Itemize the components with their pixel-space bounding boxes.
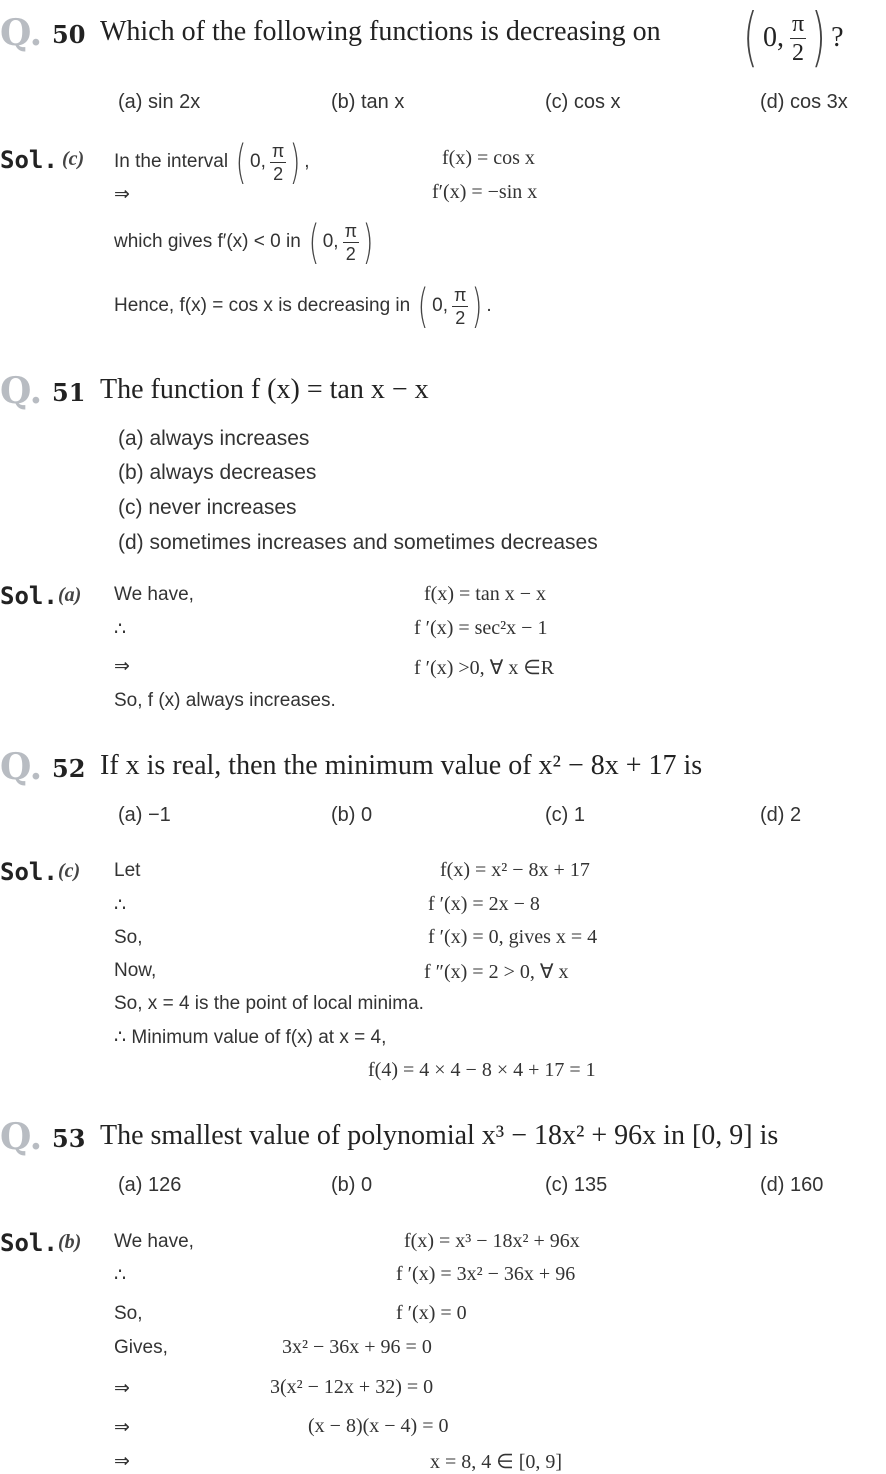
answer-label: (b): [58, 1231, 82, 1253]
therefore-symbol: ∴: [114, 619, 127, 640]
option-d: (d) 160: [760, 1174, 824, 1196]
interval-lead: 0,: [250, 151, 266, 172]
sol-label: Sol.: [0, 858, 58, 886]
equation: f ′(x) = 0: [396, 1302, 467, 1324]
q-marker: Q.: [0, 1116, 43, 1158]
option-a: (a) sin 2x: [118, 91, 201, 113]
option-d: (d) cos 3x: [760, 91, 848, 113]
option-c: (c) cos x: [545, 91, 621, 113]
option-b: (b) always decreases: [118, 461, 317, 484]
implies-symbol: ⇒: [114, 184, 130, 205]
implies-symbol: ⇒: [114, 1378, 130, 1399]
option-a: (a) −1: [118, 804, 171, 826]
option-b: (b) 0: [331, 1174, 373, 1196]
frac-num: π: [271, 140, 285, 161]
question-number: 51: [52, 378, 86, 407]
sol-label: Sol.: [0, 146, 58, 174]
frac-den: 2: [792, 39, 805, 66]
sol-label: Sol.: [0, 1229, 58, 1257]
sol-text: We have,: [114, 584, 194, 605]
sol-text: So,: [114, 927, 143, 948]
question-text: If x is real, then the minimum value of x² − 8x + 17 is: [100, 750, 703, 781]
option-b: (b) 0: [331, 804, 373, 826]
equation: f ′(x) = 0, gives x = 4: [428, 926, 598, 948]
sol-text: Hence, f(x) = cos x is decreasing in: [114, 295, 411, 316]
equation: f′(x) = −sin x: [432, 181, 538, 203]
sol-line: Hence, f(x) = cos x is decreasing in ( 0, $\frac{\pi}{2}$ ) .: [114, 279, 492, 333]
frac-den: 2: [345, 243, 356, 264]
option-d: (d) 2: [760, 804, 802, 826]
option-a: (a) always increases: [118, 427, 310, 450]
frac-num: π: [791, 10, 805, 37]
equation: 3x² − 36x + 96 = 0: [282, 1336, 432, 1358]
option-c: (c) never increases: [118, 496, 297, 519]
equation: f ′(x) = 3x² − 36x + 96: [396, 1263, 576, 1285]
equation: f ′(x) >0, ∀ x ∈R: [414, 657, 555, 679]
option-b: (b) tan x: [331, 91, 405, 113]
therefore-symbol: ∴: [114, 1265, 127, 1286]
equation: f ″(x) = 2 > 0, ∀ x: [424, 961, 569, 983]
question-text: The smallest value of polynomial x³ − 18x² + 96x in [0, 9] is: [100, 1120, 779, 1151]
equation: f(x) = cos x: [442, 147, 535, 169]
sol-text: In the interval: [114, 151, 229, 172]
equation: (x − 8)(x − 4) = 0: [308, 1415, 449, 1437]
interval-lead: 0,: [432, 295, 449, 316]
question-number: 53: [52, 1124, 86, 1153]
answer-label: (a): [58, 584, 82, 606]
implies-symbol: ⇒: [114, 656, 130, 677]
q-marker: Q.: [0, 12, 43, 54]
frac-den: 2: [273, 163, 284, 184]
option-c: (c) 1: [545, 804, 585, 826]
period: .: [486, 295, 492, 316]
answer-label: (c): [62, 148, 85, 170]
frac-num: π: [344, 220, 358, 241]
sol-line: which gives f′(x) < 0 in ( 0, $\frac{\pi}{2}$ ): [114, 215, 374, 269]
interval-lead: 0,: [322, 231, 339, 252]
equation: f(x) = tan x − x: [424, 583, 546, 605]
q-marker: Q.: [0, 370, 43, 412]
sol-text: So, f (x) always increases.: [114, 690, 336, 711]
option-a: (a) 126: [118, 1174, 182, 1196]
sol-line: In the interval ( 0, $\frac{\pi}{2}$ ) ,: [114, 135, 310, 189]
question-mark: ?: [831, 22, 844, 53]
sol-text: Gives,: [114, 1337, 168, 1358]
interval-lead: 0,: [762, 22, 784, 53]
question-text: Which of the following functions is decreasing on: [100, 16, 661, 47]
question-text: The function f (x) = tan x − x: [100, 374, 429, 405]
question-number: 52: [52, 754, 86, 783]
equation: f ′(x) = sec²x − 1: [414, 617, 548, 639]
equation: f ′(x) = 2x − 8: [428, 893, 540, 915]
answer-label: (c): [58, 860, 81, 882]
frac-den: 2: [455, 307, 466, 328]
implies-symbol: ⇒: [114, 1417, 130, 1438]
equation: 3(x² − 12x + 32) = 0: [270, 1376, 434, 1398]
therefore-symbol: ∴: [114, 895, 127, 916]
sol-text: Now,: [114, 960, 157, 981]
sol-text: So, x = 4 is the point of local minima.: [114, 993, 424, 1014]
sol-text: Let: [114, 860, 141, 881]
frac-num: π: [454, 284, 467, 305]
sol-text: which gives f′(x) < 0 in: [114, 231, 301, 252]
interval-expression: ( 0, $\frac{\pi}{2}$ ) ?: [742, 1, 844, 75]
q-marker: Q.: [0, 746, 43, 788]
sol-text: ∴ Minimum value of f(x) at x = 4,: [114, 1027, 387, 1048]
equation: f(x) = x³ − 18x² + 96x: [404, 1230, 580, 1252]
sol-label: Sol.: [0, 582, 58, 610]
option-c: (c) 135: [545, 1174, 608, 1196]
equation: f(4) = 4 × 4 − 8 × 4 + 17 = 1: [368, 1059, 596, 1081]
equation: x = 8, 4 ∈ [0, 9]: [430, 1451, 563, 1473]
question-number: 50: [52, 20, 86, 49]
equation: f(x) = x² − 8x + 17: [440, 859, 590, 881]
comma: ,: [304, 151, 310, 172]
sol-text: We have,: [114, 1231, 194, 1252]
option-d: (d) sometimes increases and sometimes decreases: [118, 531, 598, 554]
implies-symbol: ⇒: [114, 1451, 130, 1472]
sol-text: So,: [114, 1303, 143, 1324]
